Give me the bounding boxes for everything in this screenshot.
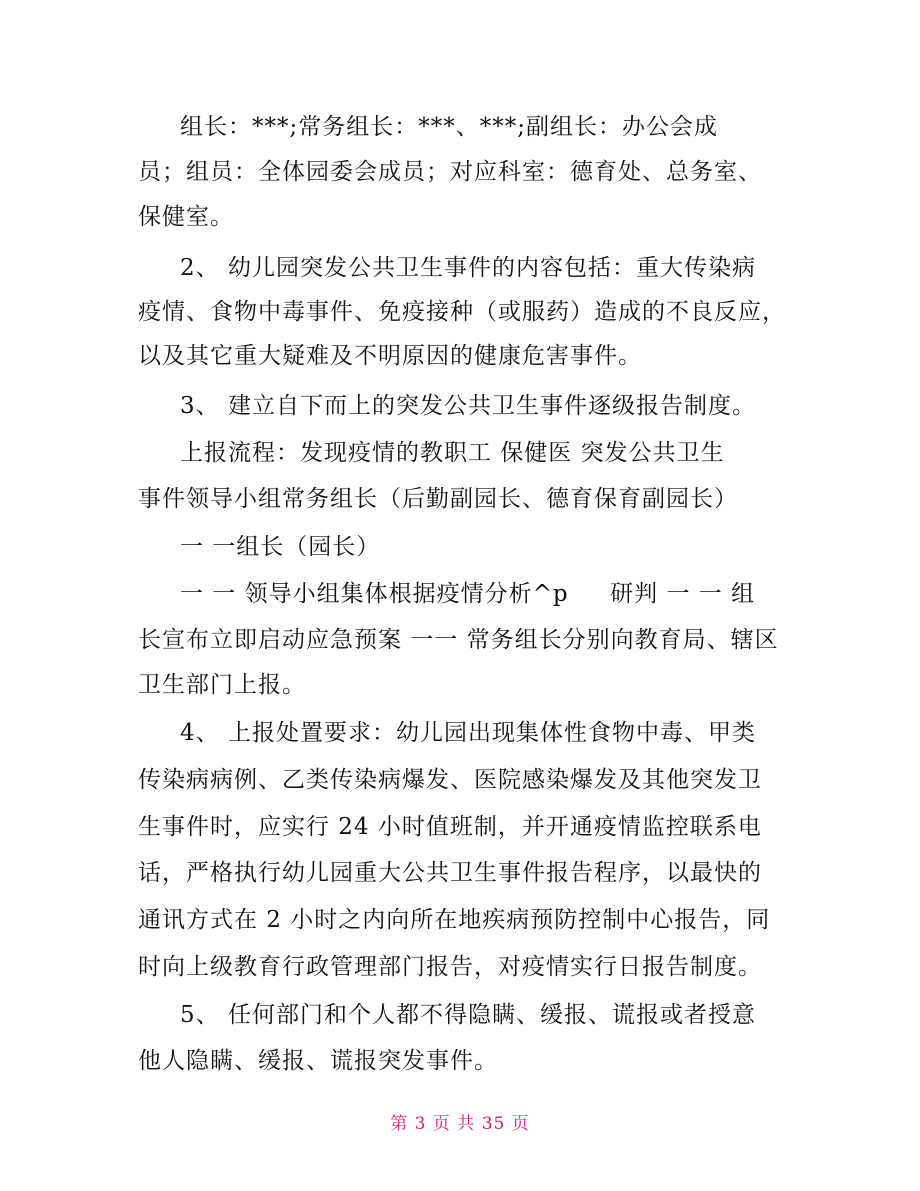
text-line: 员；组员：全体园委会成员；对应科室：德育处、总务室、 bbox=[138, 159, 762, 185]
text-line: 时向上级教育行政管理部门报告，对疫情实行日报告制度。 bbox=[138, 954, 762, 980]
text-line: 事件领导小组常务组长（后勤副园长、德育保育副园长） bbox=[138, 486, 738, 512]
text-line: 话，严格执行幼儿园重大公共卫生事件报告程序，以最快的 bbox=[138, 860, 762, 886]
text-line: 4、 上报处置要求：幼儿园出现集体性食物中毒、甲类 bbox=[180, 720, 756, 746]
text-line: 组长：***;常务组长：***、***;副组长：办公会成 bbox=[180, 114, 718, 140]
text-line: 传染病病例、乙类传染病爆发、医院感染爆发及其他突发卫 bbox=[138, 767, 762, 793]
text-line: 2、 幼儿园突发公共卫生事件的内容包括：重大传染病 bbox=[180, 255, 756, 281]
text-line: 长宣布立即启动应急预案 一一 常务组长分别向教育局、辖区 bbox=[138, 627, 779, 653]
text-line: 以及其它重大疑难及不明原因的健康危害事件。 bbox=[138, 343, 642, 369]
text-line: 卫生部门上报。 bbox=[138, 672, 306, 698]
page-number-footer: 第 3 页 共 35 页 bbox=[390, 1114, 530, 1134]
text-line: 一 一 领导小组集体根据疫情分析^p 研判 一 一 组 bbox=[180, 581, 756, 607]
text-line: 上报流程：发现疫情的教职工 保健医 突发公共卫生 bbox=[180, 440, 725, 466]
text-line: 一 一组长（园长） bbox=[180, 534, 381, 560]
text-line: 3、 建立自下而上的突发公共卫生事件逐级报告制度。 bbox=[180, 393, 756, 419]
text-line: 生事件时，应实行 24 小时值班制，并开通疫情监控联系电 bbox=[138, 814, 762, 840]
text-line: 通讯方式在 2 小时之内向所在地疾病预防控制中心报告，同 bbox=[138, 907, 771, 933]
text-line: 5、 任何部门和个人都不得隐瞒、缓报、谎报或者授意 bbox=[180, 1002, 756, 1028]
text-line: 他人隐瞒、缓报、谎报突发事件。 bbox=[138, 1048, 498, 1074]
text-line: 保健室。 bbox=[138, 204, 234, 230]
text-line: 疫情、食物中毒事件、免疫接种（或服药）造成的不良反应， bbox=[138, 299, 786, 325]
